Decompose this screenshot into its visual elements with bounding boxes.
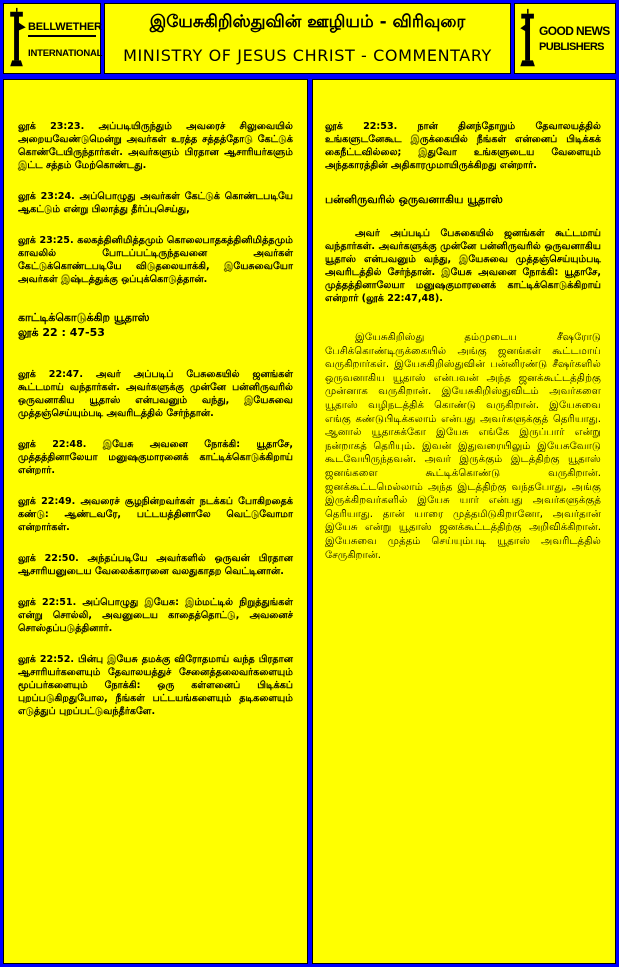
section-heading-judas — [18, 310, 293, 340]
left-column-content — [18, 120, 293, 736]
section-reference: லூக் 22 : 47-53 — [18, 326, 105, 339]
commentary-paragraph: இயேசுகிறிஸ்து தம்முடைய சீஷரோடு பேசிக்கொண்டிருக்கையில் அங்கு ஜனங்கள் கூட்டமாய் வருகிறார்கள். இயேசுகிறிஸ்துவின் பன்னிரண்டு சீஷர்களில் ஒருவனாகிய யூதாஸ் என்பவன் அந்த ஜனக்கூட்டத்திற்கு முன்னாக வருகிறான். இயேசுகிறிஸ்துவிடம் அவர்களை யூதாஸ் வழிநடத்திக் கொண்டு வருகிறான். இயேசுவை எங்கு கண்டுபிடிக்கலாம் என்பது அவர்களுக்குத் தெரியாது. ஆனால் யூதாசுக்கோ இயேசு எங்கே இருப்பார் என்று நன்றாகத் தெரியும். இவன் இதுவரையிலும் இயேசுவோடு கூடவேயிருந்தவன். அவர் இருக்கும் இடத்திற்கு யூதாஸ் ஜனங்களை கூட்டிக்கொண்டு வருகிறான். ஜனக்கூட்டமெல்லாம் அந்த இடத்திற்கு வந்தபோது, அங்கு இருக்கிறவர்களில் இயேசு யார் என்பது அவர்களுக்குத் தெரியாது. தான் யாரை முத்தமிடுகிறானோ, அவர்தான் இயேசு என்று யூதாஸ் ஜனக்கூட்டத்திற்கு அறிவிக்கிறான். இயேசுவை முத்தம் செய்யும்படி யூதாஸ் அவரிடத்தில் சேருகிறான். — [325, 332, 601, 561]
left-column — [3, 79, 308, 964]
good-news-line2: PUBLISHERS — [539, 41, 604, 53]
title-english: MINISTRY OF JESUS CHRIST - COMMENTARY — [123, 46, 492, 65]
good-news-tower-icon — [515, 4, 615, 73]
right-column-content — [325, 120, 601, 580]
bellwether-bell-icon — [4, 4, 103, 73]
verse-luke-22-50: லூக் 22:50. அந்தப்படியே அவர்களில் ஒருவன் பிரதான ஆசாரியனுடைய வேலைக்காரனை வலதுகாதற வெட்டினான். — [18, 553, 293, 577]
title-tamil: இயேசுகிறிஸ்துவின் ஊழியம் - விரிவுரை — [149, 12, 466, 32]
verse-luke-22-53: லூக் 22:53. நான் தினந்தோறும் தேவாலயத்தில் உங்களுடனேகூட இருக்கையில் நீங்கள் என்னைப் பிடிக்கக் கைநீட்டவில்லை; இதுவோ உங்களுடைய வேளையும் அந்தகாரத்தின் அதிகாரமுமாயிருக்கிறது என்றார். — [325, 121, 601, 171]
verse-luke-22-47: லூக் 22:47. அவர் அப்படிப் பேசுகையில் ஜனங்கள் கூட்டமாய் வந்தார்கள். அவர்களுக்கு முன்னே பன்னிருவரில் ஒருவனாகிய யூதாஸ் என்பவனும் வந்து, இயேசுவை முத்தஞ்செய்யும்படி அவரிடத்தில் சேர்ந்தான். — [18, 369, 293, 419]
verse-luke-22-52: லூக் 22:52. பின்பு இயேசு தமக்கு விரோதமாய் வந்த பிரதான ஆசாரியர்களையும் தேவாலயத்துச் சேனைத்தலைவர்களையும் மூப்பர்களையும் நோக்கி: ஒரு கள்ளனைப் பிடிக்கப் புறப்படுகிறதுபோல, நீங்கள் பட்டயங்களையும் தடிகளையும் எடுத்துப் புறப்பட்டுவந்தீர்களே. — [18, 654, 293, 717]
good-news-line1: GOOD NEWS — [539, 24, 610, 38]
title-banner — [104, 3, 511, 74]
section-title: காட்டிக்கொடுக்கிற யூதாஸ் — [18, 311, 150, 324]
verse-luke-22-51: லூக் 22:51. அப்பொழுது இயேசு: இம்மட்டில் நிறுத்துங்கள் என்று சொல்லி, அவனுடைய காதைத்தொட்டு, அவனைச் சொஸ்தப்படுத்தினார். — [18, 597, 293, 634]
right-column — [312, 79, 616, 964]
bellwether-logo — [3, 3, 101, 74]
good-news-logo — [514, 3, 616, 74]
bellwether-line1: BELLWETHER — [28, 21, 102, 33]
verse-luke-22-48: லூக் 22:48. இயேசு அவனை நோக்கி: யூதாசே, முத்தத்தினாலேயா மனுஷகுமாரனைக் காட்டிக்கொடுக்கிறாய் என்றார். — [18, 439, 293, 476]
verse-luke-23-23: லூக் 23:23. அப்படியிருந்தும் அவரைச் சிலுவையில் அறையவேண்டுமென்று அவர்கள் உரத்த சத்தத்தோடு கேட்டுக் கொண்டேயிருந்தார்கள். அவர்களும் பிரதான ஆசாரியர்களும் இட்ட சத்தம் மேற்கொண்டது. — [18, 121, 293, 171]
verse-luke-23-24: லூக் 23:24. அப்பொழுது அவர்கள் கேட்டுக் கொண்டபடியே ஆகட்டும் என்று பிலாத்து தீர்ப்புசெய்து, — [18, 191, 293, 215]
passage-summary: அவர் அப்படிப் பேசுகையில் ஜனங்கள் கூட்டமாய் வந்தார்கள். அவர்களுக்கு முன்னே பன்னிருவரில் ஒருவனாகிய யூதாஸ் என்பவனும் வந்து, இயேசுவை முத்தஞ்செய்யும்படி அவரிடத்தில் சேர்ந்தான். இயேசு அவனை நோக்கி: யூதாசே, முத்தத்தினாலேயா மனுஷகுமாரனைக் காட்டிக்கொடுக்கிறாய் என்றார் (லூக் 22:47,48). — [325, 228, 601, 304]
logo-divider — [28, 35, 96, 37]
bellwether-line2: INTERNATIONAL — [28, 48, 103, 59]
verse-luke-22-49: லூக் 22:49. அவரைச் சூழநின்றவர்கள் நடக்கப் போகிறதைக் கண்டு: ஆண்டவரே, பட்டயத்தினாலே வெட்டுவோமா என்றார்கள். — [18, 496, 293, 533]
verse-luke-23-25: லூக் 23:25. கலகத்தினிமித்தமும் கொலைபாதகத்தினிமித்தமும் காவலில் போடப்பட்டிருந்தவனை அவர்கள் கேட்டுக்கொண்டபடியே விடுதலையாக்கி, இயேசுவையோ அவர்கள் இஷ்டத்துக்கு ஒப்புக்கொடுத்தான். — [18, 235, 293, 285]
section-heading-one-of-twelve: பன்னிருவரில் ஒருவனாகிய யூதாஸ் — [325, 193, 503, 206]
